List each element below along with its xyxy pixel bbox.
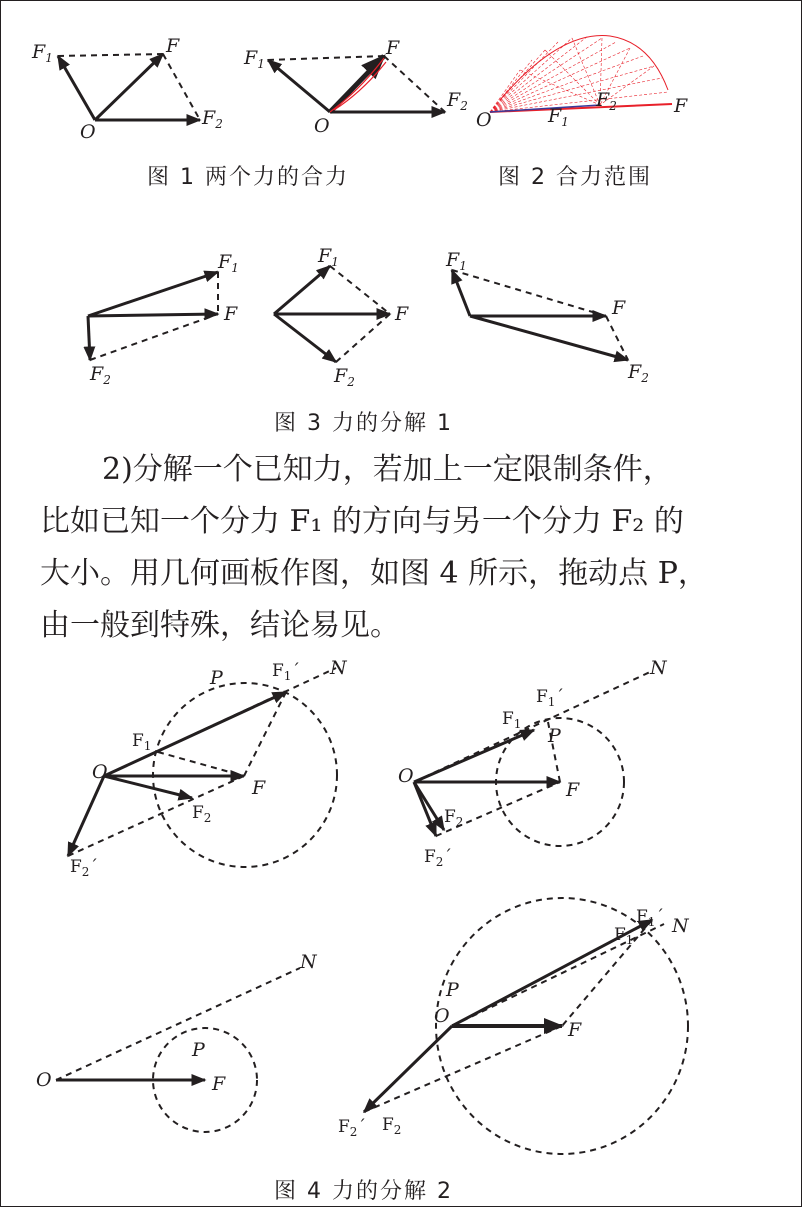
caption-fig3: 图 3 力的分解 1 (274, 411, 453, 436)
caption-fig1: 图 1 两个力的合力 (147, 165, 349, 190)
figure-1 (31, 35, 223, 143)
svg-text:F2: $F_2$ (382, 1115, 402, 1137)
svg-text:N: N (650, 657, 667, 679)
paragraph-line-1: 2)分解一个已知力，若加上一定限制条件， (102, 452, 673, 487)
figure-1b (243, 37, 468, 137)
svg-text:F1: $F_1$ (502, 709, 522, 731)
svg-text:F1´: $F_1´$ (636, 907, 664, 929)
svg-text:F: F (386, 37, 400, 59)
svg-text:F2´: $F_2´$ (424, 847, 452, 869)
svg-text:N: N (330, 657, 347, 679)
svg-text:F2: $F_2$ (334, 365, 355, 389)
svg-text:F2: $F_2$ (444, 807, 464, 829)
svg-text:O: O (398, 765, 414, 787)
figure-4c (36, 951, 318, 1132)
svg-text:F1: $F_1$ (614, 925, 634, 947)
svg-text:O: O (314, 115, 330, 137)
svg-text:F1: $F_1$ (218, 251, 239, 275)
svg-text:F2´: $F_2´$ (338, 1117, 366, 1139)
svg-text:F: F (166, 35, 180, 57)
svg-text:F: F (612, 297, 626, 319)
svg-text:O: O (92, 761, 108, 783)
svg-text:F2: $F_2$ (202, 107, 223, 131)
svg-text:O: O (80, 121, 96, 143)
svg-text:F1: $F_1$ (132, 731, 152, 753)
paragraph-line-2: 比如已知一个分力 F₁ 的方向与另一个分力 F₂ 的 (40, 504, 684, 539)
svg-text:F: F (674, 95, 688, 117)
svg-text:P: P (192, 1039, 205, 1061)
svg-text:F1: $F_1$ (32, 41, 53, 65)
svg-text:F: F (224, 303, 238, 325)
svg-text:F1: $F_1$ (446, 249, 467, 273)
svg-text:P: P (210, 667, 223, 689)
caption-fig2: 图 2 合力范围 (498, 165, 652, 190)
figure-4d (338, 898, 690, 1154)
svg-text:F2: $F_2$ (596, 89, 617, 113)
svg-text:O: O (36, 1069, 52, 1091)
svg-text:N: N (300, 951, 317, 973)
caption-fig4: 图 4 力的分解 2 (274, 1179, 453, 1204)
figure-3 (88, 245, 649, 389)
svg-text:O: O (434, 1005, 450, 1027)
svg-text:P: P (548, 725, 561, 747)
svg-text:P: P (446, 979, 459, 1001)
svg-text:F2: $F_2$ (628, 361, 649, 385)
svg-text:F1: $F_1$ (244, 47, 265, 71)
figure-4b (398, 657, 668, 869)
body-paragraph (40, 444, 780, 652)
svg-text:F1´: $F_1´$ (536, 687, 564, 709)
svg-text:F2´: $F_2´$ (70, 857, 98, 879)
svg-text:F2: $F_2$ (192, 803, 212, 825)
svg-text:F: F (568, 1019, 582, 1041)
paragraph-line-3: 大小。用几何画板作图，如图 4 所示，拖动点 P， (40, 556, 708, 591)
svg-text:F: F (252, 777, 266, 799)
svg-text:F2: $F_2$ (447, 89, 468, 113)
svg-text:F2: $F_2$ (90, 363, 111, 387)
svg-text:F: F (395, 303, 409, 325)
svg-text:F: F (566, 779, 580, 801)
svg-text:F1´: $F_1´$ (272, 661, 300, 683)
svg-text:F1: $F_1$ (548, 105, 569, 129)
figure-4a (68, 657, 348, 879)
svg-text:F1: $F_1$ (318, 245, 339, 269)
svg-text:F: F (212, 1073, 226, 1095)
paragraph-line-4: 由一般到特殊，结论易见。 (40, 608, 400, 643)
svg-text:N: N (672, 915, 689, 937)
figure-2 (476, 36, 688, 131)
svg-text:O: O (476, 109, 492, 131)
